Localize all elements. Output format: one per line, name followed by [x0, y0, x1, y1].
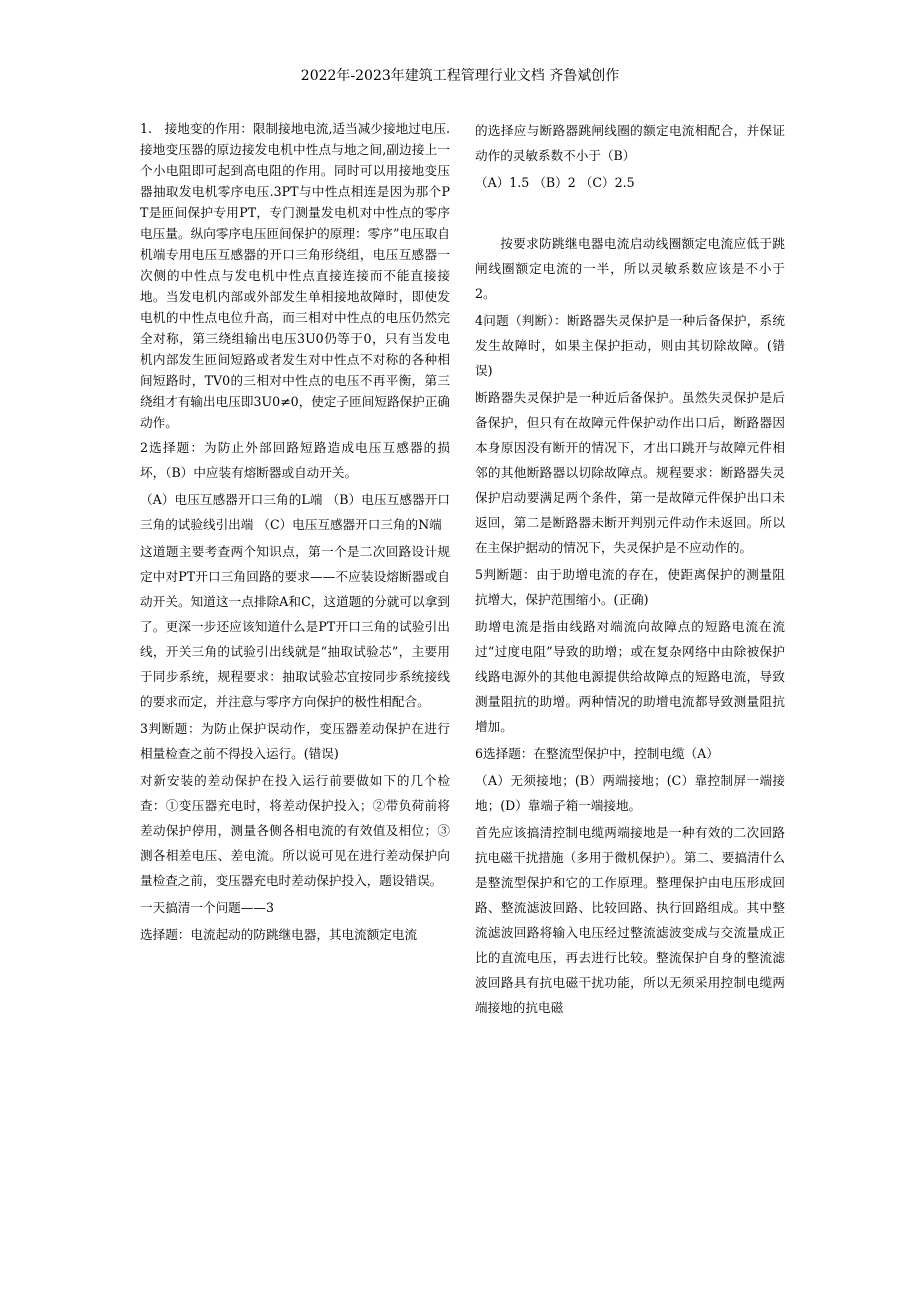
paragraph-anti-jump-options: （A）1.5 （B）2 （C）2.5 [475, 175, 635, 190]
blank-gap [475, 197, 785, 231]
paragraph-daily-title: 一天搞清一个问题——3 [140, 900, 274, 915]
paragraph-question-4: 4问题（判断）：断路器失灵保护是一种后备保护，系统发生故障时，如果主保护拒动，则由其切除故障。(错误) [475, 313, 785, 378]
paragraph-question-3-explanation: 对新安装的差动保护在投入运行前要做如下的几个检查：①变压器充电时，将差动保护投入；②带负荷前将差动保护停用，测量各侧各相电流的有效值及相位；③测各相差电压、差电流。所以说可见在进行差动保护向量检查之前，变压器充电时差动保护投入，题设错误。 [140, 773, 450, 888]
paragraph-question-6-options: （A）无须接地；(B）两端接地；(C）靠控制屏一端接地；(D）靠端子箱一端接地。 [475, 773, 785, 813]
right-column [475, 118, 785, 1022]
paragraph-anti-jump-question: 选择题：电流起动的防跳继电器，其电流额定电流 [140, 927, 418, 942]
paragraph-anti-jump-question-cont: 的选择应与断路器跳闸线圈的额定电流相配合，并保证动作的灵敏系数不小于（B） [475, 123, 785, 163]
paragraph-question-3: 3判断题：为防止保护误动作，变压器差动保护在进行相量检查之前不得投入运行。(错误) [140, 721, 450, 761]
paragraph-question-2-explanation: 这道题主要考查两个知识点，第一个是二次回路设计规定中对PT开口三角回路的要求——不应装设熔断器或自动开关。知道这一点排除A和C，这道题的分就可以拿到了。更深一步还应该知道什么是PT开口三角的试验引出线，开关三角的试验引出线就是“抽取试验芯”，主要用于同步系统，规程要求：抽取试验芯宜按同步系统接线的要求而定，并注意与零序方向保护的极性相配合。 [140, 544, 450, 709]
paragraph-question-6-explanation: 首先应该搞清控制电缆两端接地是一种有效的二次回路抗电磁干扰措施（多用于微机保护）。第二、要搞清什么是整流型保护和它的工作原理。整理保护由电压形成回路、整流滤波回路、比较回路、执行回路组成。其中整流滤波回路将输入电压经过整流滤波变成与交流量成正比的直流电压，再去进行比较。整流保护自身的整流滤波回路具有抗电磁干扰功能，所以无须采用控制电缆两端接地的抗电磁 [475, 825, 785, 1015]
paragraph-question-4-explanation: 断路器失灵保护是一种近后备保护。虽然失灵保护是后备保护，但只有在故障元件保护动作出口后，断路器因本身原因没有断开的情况下，才出口跳开与故障元件相邻的其他断路器以切除故障点。规程要求：断路器失灵保护启动要满足两个条件，第一是故障元件保护出口未返回，第二是断路器未断开判别元件动作未返回。所以在主保护据动的情况下，失灵保护是不应动作的。 [475, 390, 785, 555]
paragraph-question-5-explanation: 助增电流是指由线路对端流向故障点的短路电流在流过“过度电阻”导致的助增；或在复杂网络中由除被保护线路电源外的其他电源提供给故障点的短路电流，导致测量阻抗的助增。两种情况的助增电流都导致测量阻抗增加。 [475, 619, 785, 734]
paragraph-anti-jump-explanation: 按要求防跳继电器电流启动线圈额定电流应低于跳闸线圈额定电流的一半，所以灵敏系数应该是不小于2。 [475, 236, 785, 301]
paragraph-question-6: 6选择题：在整流型保护中，控制电缆（A） [475, 746, 719, 761]
left-column [140, 118, 450, 949]
paragraph-question-2: 2选择题：为防止外部回路短路造成电压互感器的损坏，（B）中应装有熔断器或自动开关。 [140, 440, 450, 480]
paragraph-question-5: 5判断题：由于助增电流的存在，使距离保护的测量阻抗增大，保护范围缩小。(正确) [475, 567, 785, 607]
page-header: 2022年-2023年建筑工程管理行业文档 齐鲁斌创作 [300, 68, 620, 84]
paragraph-question-2-options: （A）电压互感器开口三角的L端 （B）电压互感器开口三角的试验线引出端 （C）电压互感器开口三角的N端 [140, 492, 450, 532]
paragraph-grounding-transformer: 1. 接地变的作用：限制接地电流,适当减少接地过电压.接地变压器的原边接发电机中性点与地之间,副边接上一个小电阻即可起到高电阻的作用。同时可以用接地变压器抽取发电机零序电压.3PT与中性点相连是因为那个PT是匝间保护专用PT，专门测量发电机对中性点的零序电压量。纵向零序电压匝间保护的原理：零序”电压取自机端专用电压互感器的开口三角形绕组，电压互感器一次侧的中性点与发电机中性点直接连接而不能直接接地。当发电机内部或外部发生单相接地故障时，即使发电机的中性点电位升高，而三相对中性点的电压仍然完全对称，第三绕组输出电压3U0仍等于0，只有当发电机内部发生匝间短路或者发生对中性点不对称的各种相间短路时，TV0的三相对中性点的电压不再平衡，第三绕组才有输出电压即3U0≠0，使定子匝间短路保护正确动作。 [140, 121, 450, 430]
